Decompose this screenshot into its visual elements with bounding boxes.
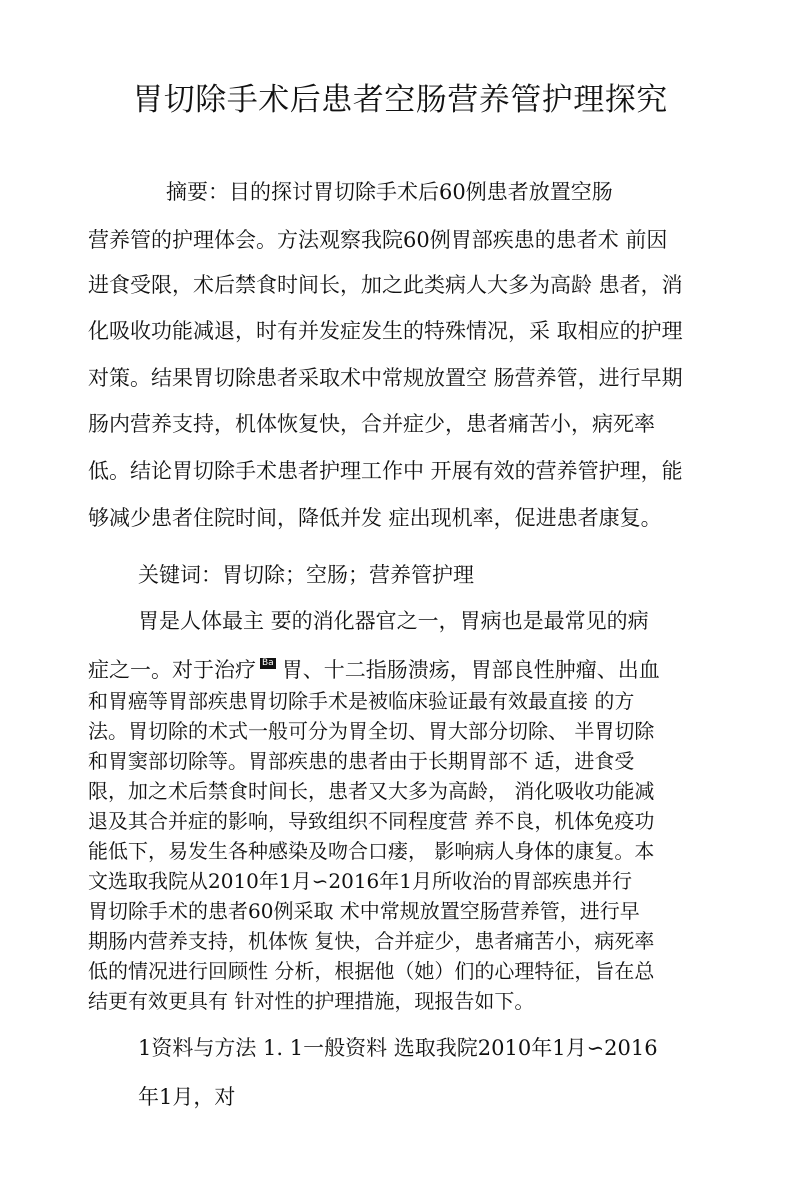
body-line: 能低下，易发生各种感染及吻合口瘘， 影响病人身体的康复。本 — [88, 839, 655, 863]
section-tail-line: 年1月，对 — [138, 1085, 236, 1109]
abstract-line: 化吸收功能减退，时有并发症发生的特殊情况，采 取相应的护理 — [88, 319, 683, 343]
intro-line — [88, 654, 718, 684]
keywords: 关键词：胃切除；空肠；营养管护理 — [138, 563, 474, 587]
intro-line-start: 症之一。对于治疗 — [88, 658, 256, 682]
body-line: 文选取我院从2010年1月∽2016年1月所收治的胃部疾患并行 — [88, 869, 633, 893]
footnote-marker: Ba — [262, 658, 274, 668]
abstract-line: 低。结论胃切除手术患者护理工作中 开展有效的营养管护理，能 — [88, 459, 683, 483]
body-line: 期肠内营养支持，机体恢 复快，合并症少，患者痛苦小，病死率 — [88, 929, 655, 953]
body-line: 法。胃切除的术式一般可分为胃全切、胃大部分切除、 半胃切除 — [88, 719, 655, 743]
body-line: 胃切除手术的患者60例采取 术中常规放置空肠营养管，进行早 — [88, 899, 640, 923]
body-line: 低的情况进行回顾性 分析，根据他（她）们的心理特征，旨在总 — [88, 959, 655, 983]
intro-line: 胃是人体最主 要的消化器官之一，胃病也是最常见的病 — [138, 609, 649, 633]
abstract-line: 营养管的护理体会。方法观察我院60例胃部疾患的患者术 前因 — [88, 228, 668, 252]
section-heading-line: 1资料与方法 1. 1一般资料 选取我院2010年1月∽2016 — [138, 1036, 658, 1060]
page-title: 胃切除手术后患者空肠营养管护理探究 — [132, 82, 668, 118]
body-line: 和胃癌等胃部疾患胃切除手术是被临床验证最有效最直接 的方 — [88, 689, 635, 713]
abstract-line: 对策。结果胃切除患者采取术中常规放置空 肠营养管，进行早期 — [88, 366, 683, 390]
body-line: 结更有效更具有 针对性的护理措施，现报告如下。 — [88, 989, 535, 1013]
abstract-line: 摘要：目的探讨胃切除手术后60例患者放置空肠 — [166, 180, 613, 204]
body-line: 限，加之术后禁食时间长，患者又大多为高龄， 消化吸收功能减 — [88, 779, 655, 803]
abstract-line: 肠内营养支持，机体恢复快，合并症少，患者痛苦小，病死率 — [88, 412, 655, 436]
abstract-line: 够减少患者住院时间，降低并发 症出现机率，促进患者康复。 — [88, 506, 662, 530]
abstract-line: 进食受限，术后禁食时间长，加之此类病人大多为高龄 患者，消 — [88, 273, 683, 297]
body-line: 退及其合并症的影响，导致组织不同程度营 养不良，机体免疫功 — [88, 809, 655, 833]
body-line: 和胃窦部切除等。胃部疾患的患者由于长期胃部不 适，进食受 — [88, 749, 635, 773]
intro-line-end: 胃、十二指肠溃疡，胃部良性肿瘤、出血 — [281, 658, 660, 682]
